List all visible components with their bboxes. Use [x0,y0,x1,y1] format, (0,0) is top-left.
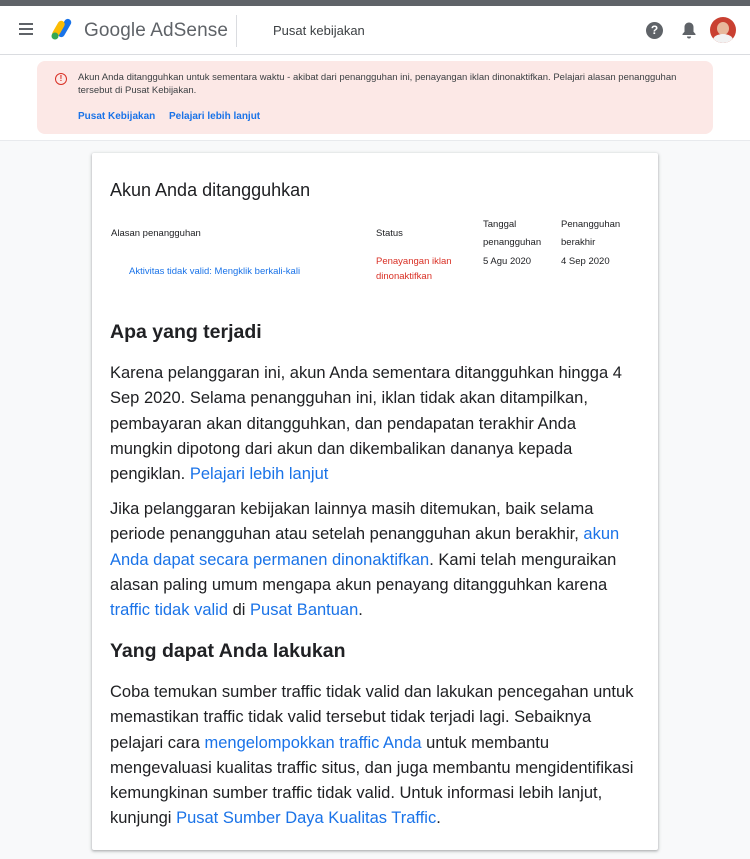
paragraph-what-happened-2: Jika pelanggaran kebijakan lainnya masih ditemukan, baik selama periode penangguhan atau setelah penangguhan akun berakhir, akun Anda dapat secara permanen dinonaktifkan. Kami telah menguraikan alasan paling umum mengapa akun penayang ditangguhkan karena traffic tidak valid di Pusat Bantuan. [110,500,620,620]
brand-name: Google AdSense [84,20,229,41]
status-line1: Penayangan iklan [376,256,452,267]
th-reason: Alasan penangguhan [111,228,201,239]
suspension-end-date: 4 Sep 2020 [561,256,610,267]
card-title: Akun Anda ditangguhkan [110,180,311,200]
learn-more-link-inline[interactable]: Pelajari lebih lanjut [189,465,329,484]
th-status: Status [376,228,403,239]
notifications-bell-icon[interactable] [681,21,697,40]
permanent-disable-link[interactable]: akun Anda dapat secara permanen dinonaktifkan [110,525,620,569]
header-divider [236,15,237,47]
policy-center-link[interactable]: Pusat Kebijakan [78,111,156,122]
banner-area [0,55,750,141]
th-end-line1: Penangguhan [561,219,621,230]
suspension-date: 5 Agu 2020 [483,256,532,267]
paragraph-what-you-can-do: Coba temukan sumber traffic tidak valid dan lakukan pencegahan untuk memastikan traffic tidak valid tersebut tidak terjadi lagi. Sebaiknya pelajari cara mengelompokkan traffic Anda untuk membantu mengevaluasi kualitas traffic situs, dan juga membantu mengidentifikasi kemungkinan sumber traffic tidak valid. Untuk informasi lebih lanjut, kunjungi Pusat Sumber Daya Kualitas Traffic. [110,683,634,828]
menu-icon[interactable] [16,20,36,40]
banner-message: Akun Anda ditangguhkan untuk sementara waktu - akibat dari penangguhan ini, penayangan iklan dinonaktifkan. Pelajari alasan penangguhan tersebut di Pusat Kebijakan. [78,72,677,96]
invalid-traffic-link[interactable]: traffic tidak valid [110,601,228,620]
adsense-logo-icon [50,17,76,41]
status-line2: dinonaktifkan [376,271,432,282]
help-icon[interactable]: ? [646,22,663,39]
paragraph-what-happened-1: Karena pelanggaran ini, akun Anda sementara ditangguhkan hingga 4 Sep 2020. Selama penangguhan ini, iklan tidak akan ditampilkan, pembayaran akan ditangguhkan, dan pendapatan terakhir Anda mungkin dipotong dari akun dan dikembalikan dananya kepada pengiklan. Pelajari lebih lanjut [110,364,622,484]
suspension-banner [37,61,713,134]
heading-what-happened: Apa yang terjadi [110,321,262,343]
suspension-card [92,153,658,850]
th-end-line2: berakhir [561,237,596,248]
learn-more-link[interactable]: Pelajari lebih lanjut [169,111,261,122]
reason-link[interactable]: Aktivitas tidak valid: Mengklik berkali-kali [129,266,301,277]
heading-what-you-can-do: Yang dapat Anda lakukan [110,640,346,662]
help-center-link[interactable]: Pusat Bantuan [250,601,359,620]
traffic-quality-resource-link[interactable]: Pusat Sumber Daya Kualitas Traffic [176,809,437,828]
th-date-line1: Tanggal [483,219,517,230]
th-date-line2: penangguhan [483,237,542,248]
app-bar [0,6,750,55]
page-title: Pusat kebijakan [273,23,365,38]
user-avatar[interactable] [710,17,736,43]
error-icon: ! [55,73,67,85]
segment-traffic-link[interactable]: mengelompokkan traffic Anda [204,733,422,752]
